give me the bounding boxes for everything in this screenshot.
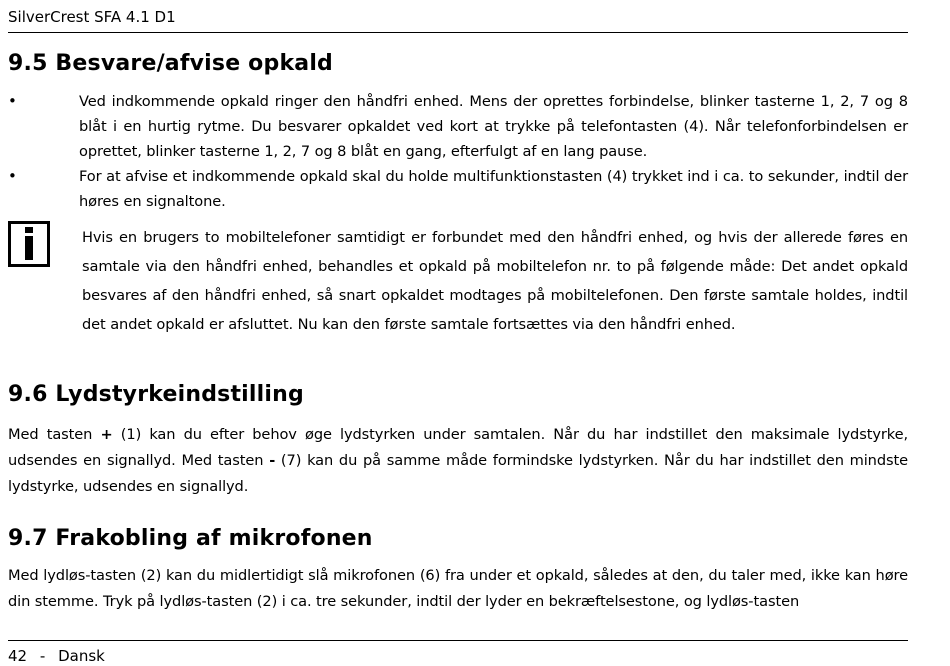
- text-run: (7) kan du på samme måde formindske lydstyrken. Når du har indstillet den mindste lydstyrke, udsendes en signallyd.: [8, 452, 908, 495]
- heading-9-5: 9.5 Besvare/afvise opkald: [8, 51, 334, 76]
- paragraph-9-6: [8, 422, 908, 500]
- bullet-icon: •: [8, 167, 17, 185]
- bullet-item: [8, 164, 908, 214]
- footer-language: Dansk: [58, 647, 105, 665]
- footer-separator: -: [39, 647, 46, 665]
- plus-key: +: [100, 426, 113, 443]
- text-run: Med tasten: [8, 426, 101, 443]
- page-header: SilverCrest SFA 4.1 D1: [8, 6, 908, 33]
- paragraph-9-7: Med lydløs-tasten (2) kan du midlertidigt slå mikrofonen (6) fra under et opkald, således at den, du taler med, ikke kan høre din stemme. Tryk på lydløs-tasten (2) i ca. tre sekunder, indtil der lyder en bekræftelsestone, og lydløs-tasten: [8, 567, 908, 610]
- text-run: (1) kan du efter behov øge lydstyrken under samtalen. Når du har indstillet den maksimale lydstyrke, udsendes en signallyd. Med tasten: [8, 426, 908, 469]
- bullet-text: Ved indkommende opkald ringer den håndfri enhed. Mens der oprettes forbindelse, blinker tasterne 1, 2, 7 og 8 blåt i en hurtig rytme. Du besvarer opkaldet ved kort at trykke på telefontasten (4). Når telefonforbindelsen er oprettet, blinker tasterne 1, 2, 7 og 8 blåt en gang, efterfulgt af en lang pause.: [79, 93, 908, 160]
- info-note: Hvis en brugers to mobiltelefoner samtidigt er forbundet med den håndfri enhed, og hvis der allerede føres en samtale via den håndfri enhed, behandles et opkald på mobiltelefon nr. to på følgende måde: Det andet opkald besvares af den håndfri enhed, så snart opkaldet modtages på mobiltelefonen. Den første samtale holdes, indtil det andet opkald er afsluttet. Nu kan den første samtale fortsættes via den håndfri enhed.: [82, 229, 908, 333]
- page-number: 42: [8, 647, 28, 665]
- heading-9-6: 9.6 Lydstyrkeindstilling: [8, 382, 304, 407]
- bullet-list: [8, 89, 908, 214]
- minus-key: -: [269, 452, 276, 469]
- info-icon: [8, 221, 50, 267]
- bullet-text: For at afvise et indkommende opkald skal du holde multifunktionstasten (4) trykket ind i ca. to sekunder, indtil der høres en signaltone.: [79, 168, 908, 210]
- bullet-icon: •: [8, 92, 17, 110]
- heading-9-7: 9.7 Frakobling af mikrofonen: [8, 526, 373, 551]
- page-footer: [8, 646, 105, 666]
- bullet-item: [8, 89, 908, 164]
- footer-divider: [8, 640, 908, 641]
